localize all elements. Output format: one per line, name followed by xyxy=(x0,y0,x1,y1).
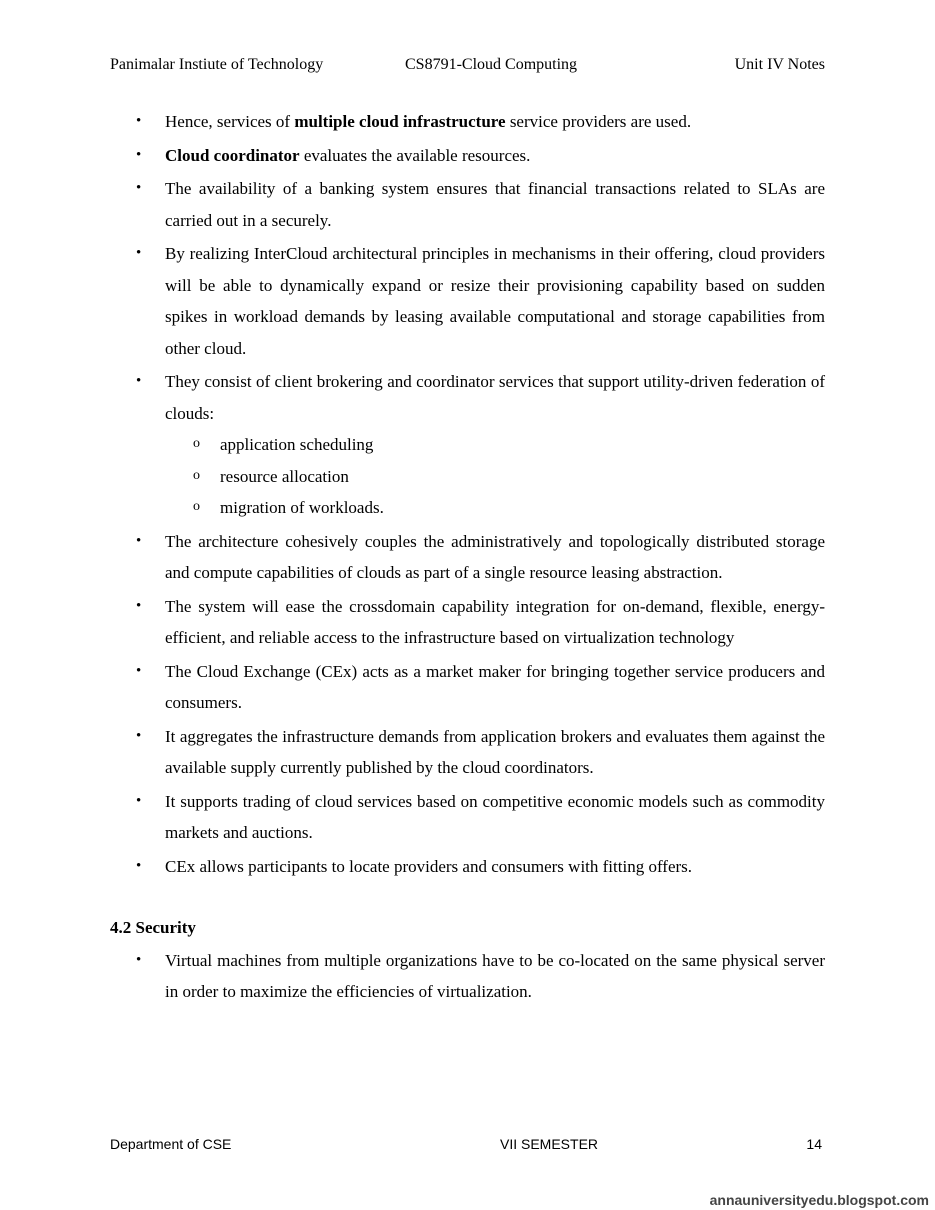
list-item: • Hence, services of multiple cloud infrastructure service providers are used. xyxy=(110,106,825,138)
header-unit: Unit IV Notes xyxy=(734,56,825,73)
list-item: • The system will ease the crossdomain capability integration for on-demand, flexible, energy-efficient, and reliable access to the infrastructure based on virtualization technology xyxy=(110,591,825,654)
list-item: • The availability of a banking system ensures that financial transactions related to SLAs are carried out in a securely. xyxy=(110,173,825,236)
bold-term: Cloud coordinator xyxy=(165,145,300,165)
list-item: • It supports trading of cloud services based on competitive economic models such as commodity markets and auctions. xyxy=(110,786,825,849)
sub-list xyxy=(165,429,825,524)
header-course: CS8791-Cloud Computing xyxy=(405,56,578,73)
list-item: • They consist of client brokering and coordinator services that support utility-driven federation of clouds: o application scheduling o resource allocation o migration of workloads. xyxy=(110,366,825,524)
bold-term: multiple cloud infrastructure xyxy=(294,112,506,131)
list-item: • Virtual machines from multiple organizations have to be co-located on the same physical server in order to maximize the efficiencies of virtualization. xyxy=(110,945,825,1008)
list-item: • Cloud coordinator evaluates the available resources. xyxy=(110,140,825,172)
page-content xyxy=(110,106,825,1010)
page-number: 14 xyxy=(806,1136,822,1152)
page-header xyxy=(110,56,825,76)
section-heading: 4.2 Security xyxy=(110,918,196,937)
watermark: annauniversityedu.blogspot.com xyxy=(709,1192,929,1208)
list-item: • By realizing InterCloud architectural principles in mechanisms in their offering, cloud providers will be able to dynamically expand or resize their provisioning capability based on sudden spikes in workload demands by leasing available computational and storage capabilities from other cloud. xyxy=(110,238,825,364)
bullet-list xyxy=(110,106,825,882)
footer-semester: VII SEMESTER xyxy=(500,1136,599,1152)
list-item: • It aggregates the infrastructure demands from application brokers and evaluates them against the available supply currently published by the cloud coordinators. xyxy=(110,721,825,784)
page-footer xyxy=(110,1136,822,1156)
list-item: • CEx allows participants to locate providers and consumers with fitting offers. xyxy=(110,851,825,883)
sub-list-item: o application scheduling xyxy=(165,429,825,461)
list-item: • The architecture cohesively couples the administratively and topologically distributed storage and compute capabilities of clouds as part of a single resource leasing abstraction. xyxy=(110,526,825,589)
security-bullet-list xyxy=(110,945,825,1008)
header-institute: Panimalar Instiute of Technology xyxy=(110,56,324,73)
sub-list-item: o migration of workloads. xyxy=(165,492,825,524)
sub-list-item: o resource allocation xyxy=(165,461,825,493)
list-item: • The Cloud Exchange (CEx) acts as a market maker for bringing together service producers and consumers. xyxy=(110,656,825,719)
footer-department: Department of CSE xyxy=(110,1136,232,1152)
